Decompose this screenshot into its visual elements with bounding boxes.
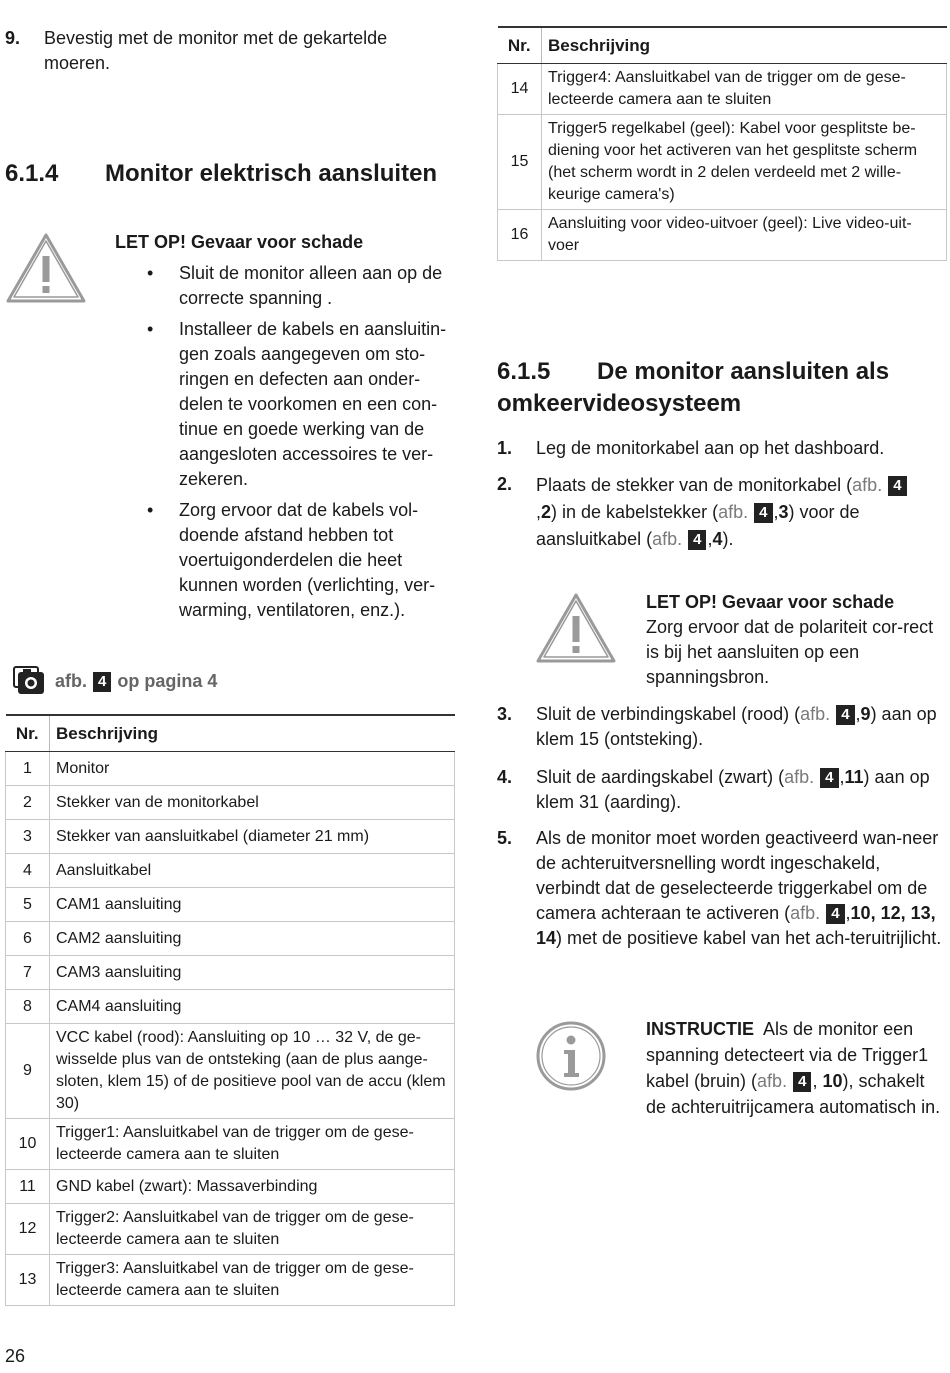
table-row: [6, 786, 455, 820]
section-number: 6.1.5: [497, 358, 551, 385]
table-row: [6, 956, 455, 990]
row-number: 15: [498, 115, 542, 210]
row-description: Aansluiting voor video-uitvoer (geel): Live video-uit-voer: [542, 210, 947, 261]
step-text: Sluit de aardingskabel (zwart) (afb. 4 ,11) aan op klem 31 (aarding).: [536, 767, 930, 812]
column-header-nr: Nr.: [498, 27, 542, 64]
warning-bullet: • Zorg ervoor dat de kabels vol-doende afstand hebben tot voertuigonderdelen die heet kunnen worden (verlichting, ver-warming, ventilatoren, enz.).: [115, 498, 455, 623]
warning-text: Zorg ervoor dat de polariteit cor-rect is bij het aansluiten op een spanningsbron.: [646, 617, 934, 687]
table-header-row: [6, 715, 455, 752]
section-title-line-1: De monitor aansluiten als: [597, 358, 890, 385]
warning-triangle-icon: [5, 232, 87, 304]
step-number: 2.: [497, 474, 513, 494]
figure-label: afb.: [757, 1071, 788, 1091]
part-reference[interactable]: 10: [822, 1071, 843, 1091]
step-text-part: ) voor de aansluitkabel (: [536, 502, 860, 549]
row-number: 2: [6, 786, 50, 820]
figure-label: afb.: [852, 475, 883, 495]
step-text-part: Sluit de verbindingskabel (rood) (: [536, 704, 801, 724]
table-row: [6, 820, 455, 854]
instruction-notice: [535, 1016, 947, 1120]
table-row: [498, 115, 947, 210]
figure-ref-text[interactable]: [55, 671, 217, 692]
figure-label: afb.: [652, 529, 683, 549]
row-description: Trigger3: Aansluitkabel van de trigger om de gese-lecteerde camera aan te sluiten: [50, 1255, 455, 1306]
row-description: CAM2 aansluiting: [50, 922, 455, 956]
row-number: 8: [6, 990, 50, 1024]
step-text-part: Sluit de aardingskabel (zwart) (: [536, 767, 785, 787]
step-2: [497, 472, 947, 553]
step-text-part: Als de monitor moet worden geactiveerd wan-neer de achteruitversnelling wordt ingeschakeld, verbindt dat de geselecteerde triggerkabel om de camera achteraan te activeren (: [536, 828, 939, 923]
step-text: Bevestig met de monitor met de gekartelde moeren.: [44, 28, 388, 73]
warning-bullet: • Installeer de kabels en aansluitin-gen zoals aangegeven om sto-ringen en defecten aan onder-delen te voorkomen en een con-tinue en goede werking van de aangesloten accessoires te ver-zekeren.: [115, 317, 455, 492]
row-number: 5: [6, 888, 50, 922]
row-number: 4: [6, 854, 50, 888]
part-reference[interactable]: 2: [541, 502, 552, 522]
step-text-part: ) in de kabelstekker (: [551, 502, 719, 522]
figure-number-box: 4: [826, 904, 844, 924]
step-text-part: ) met de positieve kabel van het ach-teruitrijlicht.: [556, 928, 942, 948]
warning-title: LET OP! Gevaar voor schade: [646, 592, 895, 612]
table-row: [6, 1204, 455, 1255]
row-number: 12: [6, 1204, 50, 1255]
row-number: 16: [498, 210, 542, 261]
row-description: CAM3 aansluiting: [50, 956, 455, 990]
figure-ref-prefix: afb.: [55, 671, 88, 691]
warning-notice-polarity: [535, 590, 947, 690]
row-number: 10: [6, 1119, 50, 1170]
step-1: [497, 436, 947, 461]
info-icon: [535, 1020, 607, 1092]
step-number: 1.: [497, 438, 513, 458]
section-title: Monitor elektrisch aansluiten: [105, 160, 438, 187]
part-reference[interactable]: 3: [778, 502, 789, 522]
step-number: 5.: [497, 828, 513, 848]
figure-number-box: 4: [688, 530, 706, 550]
row-description: VCC kabel (rood): Aansluiting op 10 … 32 V, de ge-wisselde plus van de ontsteking (aan de plus aange-sloten, klem 15) of de positieve pool van de accu (klem 30): [50, 1024, 455, 1119]
row-description: CAM1 aansluiting: [50, 888, 455, 922]
part-reference[interactable]: 10, 12, 13, 14: [536, 903, 936, 948]
warning-bullets: [115, 261, 455, 623]
step-3: [497, 702, 947, 752]
step-5: [497, 826, 947, 951]
step-9: [5, 26, 455, 76]
figure-label: afb.: [800, 704, 831, 724]
column-header-nr: Nr.: [6, 715, 50, 752]
parts-table-right: [497, 26, 947, 261]
step-4: [497, 765, 947, 815]
step-text: Sluit de verbindingskabel (rood) (afb. 4 ,9) aan op klem 15 (ontsteking).: [536, 704, 937, 749]
row-number: 11: [6, 1170, 50, 1204]
table-header-row: [498, 27, 947, 64]
figure-label: afb.: [790, 903, 821, 923]
row-number: 7: [6, 956, 50, 990]
figure-number-box: 4: [754, 503, 772, 523]
table-row: [6, 1255, 455, 1306]
instruction-label: INSTRUCTIE: [646, 1019, 754, 1039]
step-text-part: ).: [722, 529, 734, 549]
table-row: [6, 1024, 455, 1119]
section-heading-6-1-5: [497, 356, 947, 420]
instruction-text-part: ), schakelt de achteruitrijcamera automatisch in.: [646, 1071, 941, 1117]
row-description: Aansluitkabel: [50, 854, 455, 888]
table-row: [498, 64, 947, 115]
step-text-part: ) aan op klem 31 (aarding).: [536, 767, 930, 812]
part-reference[interactable]: 11: [844, 767, 864, 787]
step-text-part: Plaats de stekker van de monitorkabel (: [536, 475, 853, 495]
step-number: 4.: [497, 767, 513, 787]
section-heading-6-1-4: [5, 158, 465, 190]
figure-ref-suffix: op pagina 4: [117, 671, 218, 691]
column-header-description: Beschrijving: [50, 715, 455, 752]
instruction-text: INSTRUCTIE Als de monitor een spanning detecteert via de Trigger1 kabel (bruin) (afb. 4 , 10), schakelt de achteruitrijcamera automatisch in.: [646, 1019, 941, 1117]
table-row: [6, 922, 455, 956]
row-number: 13: [6, 1255, 50, 1306]
row-description: Trigger1: Aansluitkabel van de trigger om de gese-lecteerde camera aan te sluiten: [50, 1119, 455, 1170]
figure-number-box: 4: [93, 672, 111, 692]
step-number: 3.: [497, 704, 513, 724]
figure-number-box: 4: [836, 705, 854, 725]
part-reference[interactable]: 4: [712, 529, 723, 549]
table-row: [6, 990, 455, 1024]
row-number: 9: [6, 1024, 50, 1119]
warning-title: LET OP! Gevaar voor schade: [115, 232, 364, 252]
page-number: 26: [5, 1346, 26, 1366]
row-description: Trigger2: Aansluitkabel van de trigger om de gese-lecteerde camera aan te sluiten: [50, 1204, 455, 1255]
instruction-text-part: Als de monitor een spanning detecteert via de Trigger1 kabel (bruin) (: [646, 1019, 929, 1091]
section-title-line-2: omkeervideosysteem: [497, 390, 742, 417]
table-row: [6, 888, 455, 922]
row-description: Trigger4: Aansluitkabel van de trigger om de gese-lecteerde camera aan te sluiten: [542, 64, 947, 115]
row-number: 14: [498, 64, 542, 115]
figure-number-box: 4: [820, 768, 838, 788]
warning-notice: [5, 230, 455, 629]
parts-table-left: [5, 714, 455, 1306]
row-description: Stekker van aansluitkabel (diameter 21 mm): [50, 820, 455, 854]
warning-bullet: • Sluit de monitor alleen aan op de correcte spanning .: [115, 261, 455, 311]
column-header-description: Beschrijving: [542, 27, 947, 64]
table-row: [6, 1119, 455, 1170]
row-number: 1: [6, 752, 50, 786]
figure-number-box: 4: [793, 1072, 811, 1092]
row-description: Stekker van de monitorkabel: [50, 786, 455, 820]
table-row: [6, 854, 455, 888]
table-row: [6, 752, 455, 786]
step-number: 9.: [5, 28, 21, 48]
step-text-part: ) aan op klem 15 (ontsteking).: [536, 704, 937, 749]
row-description: GND kabel (zwart): Massaverbinding: [50, 1170, 455, 1204]
row-number: 3: [6, 820, 50, 854]
row-number: 6: [6, 922, 50, 956]
row-description: Trigger5 regelkabel (geel): Kabel voor gesplitste be-diening voor het activeren van het gesplitste scherm (het scherm wordt in 2 delen verdeeld met 2 wille-keurige camera's): [542, 115, 947, 210]
step-text: Plaats de stekker van de monitorkabel (afb. 4,2) in de kabelstekker (afb. 4 ,3) voor de aansluitkabel (afb. 4 ,4).: [536, 472, 916, 553]
row-description: Monitor: [50, 752, 455, 786]
figure-label: afb.: [718, 502, 749, 522]
figure-reference: [13, 666, 313, 696]
row-description: CAM4 aansluiting: [50, 990, 455, 1024]
figure-label: afb.: [784, 767, 815, 787]
warning-triangle-icon: [535, 592, 617, 664]
figure-number-box: 4: [888, 476, 906, 496]
step-text: Als de monitor moet worden geactiveerd wan-neer de achteruitversnelling wordt ingeschakeld, verbindt dat de geselecteerde triggerkabel om de camera achteraan te activeren (afb. 4 ,10, 12, 13, 14) met de positieve kabel van het ach-teruitrijlicht.: [536, 828, 942, 948]
table-row: [6, 1170, 455, 1204]
camera-icon: [13, 666, 45, 696]
part-reference[interactable]: 9: [860, 704, 871, 724]
table-row: [498, 210, 947, 261]
step-text: Leg de monitorkabel aan op het dashboard.: [536, 438, 885, 458]
section-number: 6.1.4: [5, 160, 59, 187]
